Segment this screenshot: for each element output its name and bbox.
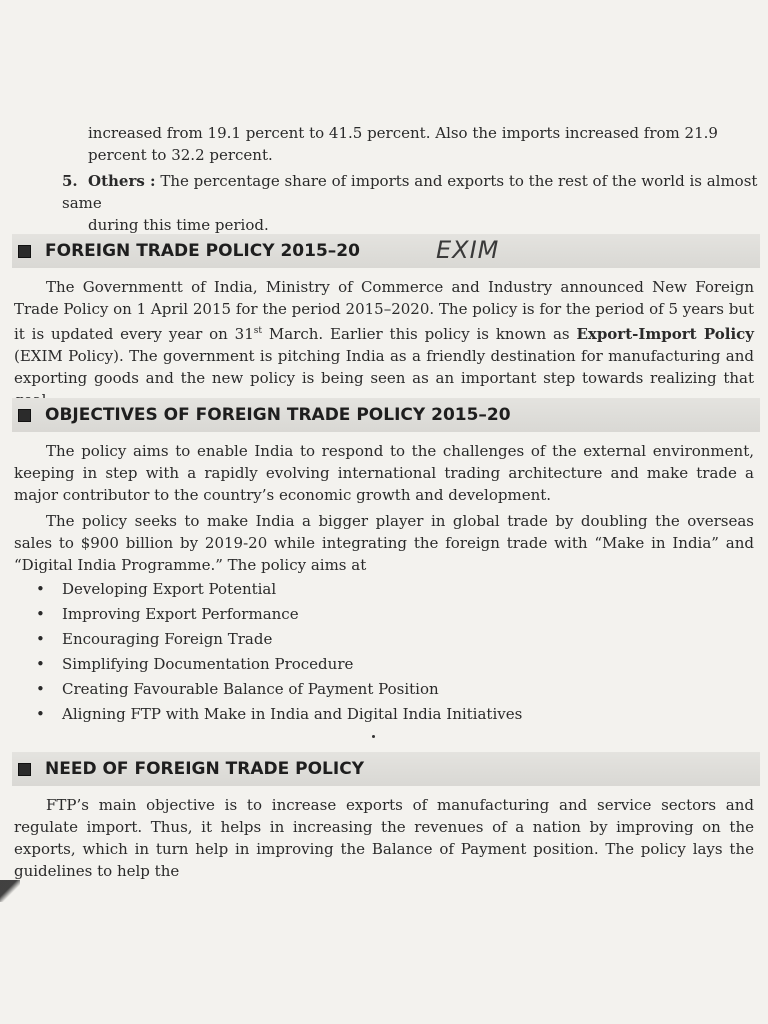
objectives-paragraph-1: The policy aims to enable India to respond to the challenges of the external environment, keeping in step with a rapidly evolving international trading architecture and make trade a major contributor to the country’s economic growth and development. xyxy=(14,442,754,504)
section-heading-objectives xyxy=(12,398,760,432)
section-heading-ftp xyxy=(12,234,760,268)
others-item xyxy=(62,170,762,236)
ftp-text-sup: st xyxy=(253,326,263,336)
heading-bullet-icon xyxy=(18,409,31,422)
others-text: The percentage share of imports and exports to the rest of the world is almost same xyxy=(62,172,758,212)
list-item: • Developing Export Potential xyxy=(36,578,736,603)
others-number: 5. xyxy=(62,172,78,190)
objectives-list xyxy=(36,578,736,728)
section-heading-text: FOREIGN TRADE POLICY 2015–20 xyxy=(45,241,360,261)
list-item: • Simplifying Documentation Procedure xyxy=(36,653,736,678)
list-item: • Improving Export Performance xyxy=(36,603,736,628)
continuation-paragraph: increased from 19.1 percent to 41.5 percent. Also the imports increased from 21.9 percent to 32.2 percent. xyxy=(88,124,718,164)
others-text-continued: during this time period. xyxy=(88,216,269,234)
objectives-paragraph-2: The policy seeks to make India a bigger player in global trade by doubling the overseas sales to $900 billion by 2019-20 while integrating the foreign trade with “Make in India” and “Digital India Programme.” The policy aims at xyxy=(14,512,754,574)
heading-bullet-icon xyxy=(18,245,31,258)
ftp-text-end: (EXIM Policy). The government is pitching India as a friendly destination for manufacturing and exporting goods and the new policy is being seen as an important step towards realizing that xyxy=(14,347,754,387)
others-heading: Others : xyxy=(88,172,156,190)
list-item: • Creating Favourable Balance of Payment Position xyxy=(36,678,736,703)
stray-dot xyxy=(372,735,375,738)
heading-bullet-icon xyxy=(18,763,31,776)
need-paragraph: FTP’s main objective is to increase exports of manufacturing and service sectors and regulate import. Thus, it helps in increasing the revenues of a nation by improving on the exports, which in turn help in improving the Balance of Payment position. The policy lays the guidelines to help the xyxy=(14,796,754,880)
ftp-text-start: The Governmentt of India, Ministry of Commerce and Industry announced New Foreign Trade Policy on 1 April 2015 for the period 2015–2020. The policy is for the period of 5 years but it is updated every year on 31 xyxy=(14,278,754,343)
ftp-text-bold: Export-Import Policy xyxy=(576,325,754,343)
section-heading-text: OBJECTIVES OF FOREIGN TRADE POLICY 2015–20 xyxy=(45,405,511,425)
handwritten-annotation: EXIM xyxy=(436,236,500,264)
ftp-text-mid: March. Earlier this policy is known as xyxy=(262,325,577,343)
ftp-paragraph xyxy=(14,276,754,411)
section-heading-need xyxy=(12,752,760,786)
section-heading-text: NEED OF FOREIGN TRADE POLICY xyxy=(45,759,364,779)
page-edge-shadow xyxy=(0,880,20,902)
list-item: • Aligning FTP with Make in India and Digital India Initiatives xyxy=(36,703,736,728)
list-item: • Encouraging Foreign Trade xyxy=(36,628,736,653)
